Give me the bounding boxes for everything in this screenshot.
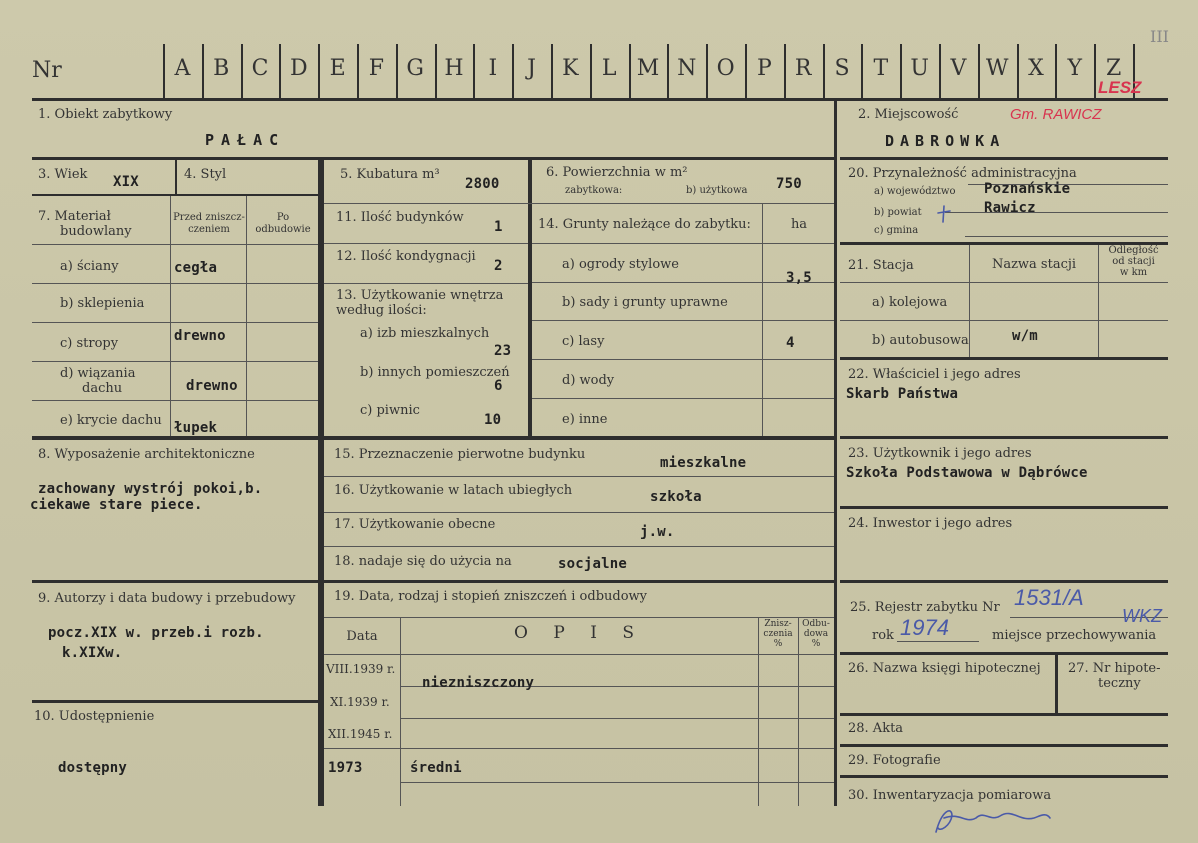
f7-row-e-label: e) krycie dachu <box>60 413 162 428</box>
f21-b-value: w/m <box>1012 328 1038 344</box>
f14-b-label: b) sady i grunty uprawne <box>562 295 728 310</box>
f7-col-after-1: Po <box>276 212 290 223</box>
f28-label: 28. Akta <box>848 721 904 736</box>
f26-label: 26. Nazwa księgi hipotecznej <box>848 661 1041 676</box>
f19-row-1-date: VIII.1939 r. <box>326 662 396 676</box>
f19-row-3-date: XII.1945 r. <box>328 727 393 741</box>
f14-a-label: a) ogrody stylowe <box>562 257 679 272</box>
alphabet-letter: I <box>488 56 498 81</box>
f7-row-d-label-1: d) wiązania <box>60 366 136 381</box>
f13-b-label: b) innych pomieszczeń <box>360 365 510 380</box>
alphabet-letter: T <box>873 56 889 81</box>
f7-row-d-label-2: dachu <box>82 381 123 396</box>
f21-col-dist-1: Odległość <box>1108 245 1159 256</box>
f25-year: 1974 <box>900 615 949 640</box>
f21-b-label: b) autobusowa <box>872 333 969 348</box>
f10-label: 10. Udostępnienie <box>34 709 155 724</box>
f2-label: 2. Miejscowość <box>858 107 959 122</box>
f14-c-label: c) lasy <box>562 334 605 349</box>
alphabet-letter: F <box>368 56 385 81</box>
f25-label: 25. Rejestr zabytku Nr <box>850 600 1000 615</box>
f14-e-label: e) inne <box>562 412 608 427</box>
f7-col-before-2: czeniem <box>188 224 230 235</box>
f19-label: 19. Data, rodzaj i stopień zniszczeń i odbudowy <box>334 589 648 604</box>
alphabet-letter: A <box>174 56 191 81</box>
f8-line-2: ciekawe stare piece. <box>30 497 203 513</box>
f7-row-c-label: c) stropy <box>60 336 119 351</box>
f14-label: 14. Grunty należące do zabytku: <box>538 217 751 232</box>
alphabet-letter: H <box>444 56 464 81</box>
f13-a-label: a) izb mieszkalnych <box>360 326 490 341</box>
f7-col-before-1: Przed zniszcz- <box>173 212 245 223</box>
f11-label: 11. Ilość budynków <box>336 210 464 225</box>
f19-col-date: Data <box>346 629 378 644</box>
f25-reg-no: 1531/A <box>1014 585 1084 610</box>
f13-label-2: według ilości: <box>336 303 427 318</box>
f8-line-1: zachowany wystrój pokoi,b. <box>38 481 263 497</box>
f19-row-1-desc: niezniszczony <box>422 675 535 691</box>
alphabet-letter: L <box>601 56 617 81</box>
alphabet-letter: N <box>677 56 697 81</box>
signature <box>936 811 1050 832</box>
f4-label: 4. Styl <box>184 167 227 182</box>
f23-value: Szkoła Podstawowa w Dąbrówce <box>846 465 1088 481</box>
nr-label: Nr <box>32 58 62 83</box>
f23-label: 23. Użytkownik i jego adres <box>848 446 1032 461</box>
f19-col-desc: O P I S <box>514 623 644 643</box>
f21-col-name: Nazwa stacji <box>991 257 1077 272</box>
f6-sub-a: zabytkowa: <box>565 185 623 196</box>
f7-row-a-value: cegła <box>174 260 218 276</box>
f7-row-b-label: b) sklepienia <box>60 296 145 311</box>
f6-value: 750 <box>776 176 802 192</box>
f1-value: PAŁAC <box>205 131 286 149</box>
alphabet-letter: E <box>329 56 346 81</box>
f15-value: mieszkalne <box>660 455 747 471</box>
f17-value: j.w. <box>640 524 675 540</box>
f19-row-4-date: 1973 <box>328 760 363 776</box>
f22-value: Skarb Państwa <box>846 386 959 402</box>
f21-col-dist-3: w km <box>1119 267 1148 278</box>
alphabet-letter: W <box>985 56 1009 81</box>
f6-sub-b: b) użytkowa <box>686 185 748 196</box>
alphabet-letter: X <box>1028 56 1044 81</box>
f9-label: 9. Autorzy i data budowy i przebudowy <box>38 591 296 606</box>
f19-col-rebuilt-3: % <box>811 639 821 649</box>
f20-b-value: Rawicz <box>984 200 1036 216</box>
f19-col-rebuilt-1: Odbu- <box>802 619 830 629</box>
f16-value: szkoła <box>650 489 702 505</box>
f22-label: 22. Właściciel i jego adres <box>848 367 1021 382</box>
f25-year-label: rok <box>872 628 894 643</box>
f30-label: 30. Inwentaryzacja pomiarowa <box>848 788 1052 803</box>
f6-label: 6. Powierzchnia w m² <box>546 165 688 180</box>
f12-label: 12. Ilość kondygnacji <box>336 249 476 264</box>
code-stamp: LESZ <box>1098 78 1142 97</box>
alphabet-letter: B <box>213 56 230 81</box>
f19-col-destr-1: Znisz- <box>764 619 792 629</box>
f21-label: 21. Stacja <box>848 258 914 273</box>
county-mark <box>938 206 950 222</box>
f7-row-e-value: łupek <box>174 420 218 436</box>
f19-col-rebuilt-2: dowa <box>803 629 829 639</box>
f7-row-c-value: drewno <box>174 328 226 344</box>
f13-label-1: 13. Użytkowanie wnętrza <box>336 288 504 303</box>
f5-label: 5. Kubatura m³ <box>340 167 440 182</box>
f20-label: 20. Przynależność administracyjna <box>848 166 1077 181</box>
f10-value: dostępny <box>58 760 128 776</box>
alphabet-letter: U <box>910 56 929 81</box>
county-note: Gm. RAWICZ <box>1010 106 1102 123</box>
f15-label: 15. Przeznaczenie pierwotne budynku <box>334 447 586 462</box>
f18-label: 18. nadaje się do użycia na <box>334 554 512 569</box>
f7-label-2: budowlany <box>60 224 132 239</box>
f27-label-2: teczny <box>1098 676 1141 691</box>
f20-b-label: b) powiat <box>874 207 922 218</box>
alphabet-letter: Y <box>1067 56 1083 81</box>
f11-value: 1 <box>494 219 503 235</box>
f20-c-label: c) gmina <box>874 225 919 236</box>
f2-value: DABROWKA <box>885 132 1006 150</box>
f19-col-destr-2: czenia <box>763 629 793 639</box>
alphabet-letter: D <box>289 56 308 81</box>
f19-col-destr-3: % <box>773 639 783 649</box>
f3-value: XIX <box>113 174 139 190</box>
f20-a-label: a) województwo <box>874 186 956 197</box>
f13-c-value: 10 <box>484 412 502 428</box>
alphabet-letter: J <box>527 56 536 81</box>
f9-line-2: k.XIXw. <box>62 645 123 661</box>
f13-c-label: c) piwnic <box>360 403 420 418</box>
alphabet-letter: S <box>834 56 850 81</box>
alphabet-letter: C <box>251 56 269 81</box>
f17-label: 17. Użytkowanie obecne <box>334 517 496 532</box>
f14-a-value: 3,5 <box>786 270 812 286</box>
alphabet-letter: P <box>756 56 772 81</box>
f20-a-value: Poznańskie <box>984 181 1071 197</box>
f9-line-1: pocz.XIX w. przeb.i rozb. <box>48 625 264 641</box>
alphabet-letter: M <box>636 56 660 81</box>
f21-a-label: a) kolejowa <box>872 295 948 310</box>
f14-c-value: 4 <box>786 335 795 351</box>
f3-label: 3. Wiek <box>38 167 88 182</box>
f19-row-4-desc: średni <box>410 760 462 776</box>
f5-value: 2800 <box>465 176 500 192</box>
alphabet-letter: O <box>716 56 735 81</box>
f13-b-value: 6 <box>494 378 503 394</box>
corner-mark: III <box>1150 27 1169 46</box>
f7-col-after-2: odbudowie <box>255 224 311 235</box>
f29-label: 29. Fotografie <box>848 753 941 768</box>
f19-row-2-date: XI.1939 r. <box>330 695 390 709</box>
alphabet-letter: V <box>950 56 967 81</box>
f25-issuer: WKZ <box>1122 606 1162 626</box>
f7-row-a-label: a) ściany <box>60 259 119 274</box>
alphabet-letter: G <box>406 56 424 81</box>
f21-col-dist-2: od stacji <box>1112 256 1155 267</box>
f16-label: 16. Użytkowanie w latach ubiegłych <box>334 483 573 498</box>
f1-label: 1. Obiekt zabytkowy <box>38 107 173 122</box>
f25-storage-label: miejsce przechowywania <box>992 628 1157 643</box>
alphabet-letter: K <box>562 56 579 81</box>
alphabet-letter: Z <box>1105 56 1122 81</box>
f7-label-1: 7. Materiał <box>38 209 111 224</box>
alphabet-letter: R <box>794 56 812 81</box>
f7-row-d-value: drewno <box>186 378 238 394</box>
f14-d-label: d) wody <box>562 373 615 388</box>
f14-unit: ha <box>790 217 808 232</box>
f24-label: 24. Inwestor i jego adres <box>848 516 1013 531</box>
f13-a-value: 23 <box>494 343 512 359</box>
f18-value: socjalne <box>558 556 628 572</box>
f8-label: 8. Wyposażenie architektoniczne <box>38 447 255 462</box>
f27-label-1: 27. Nr hipote- <box>1068 661 1161 676</box>
f12-value: 2 <box>494 258 503 274</box>
